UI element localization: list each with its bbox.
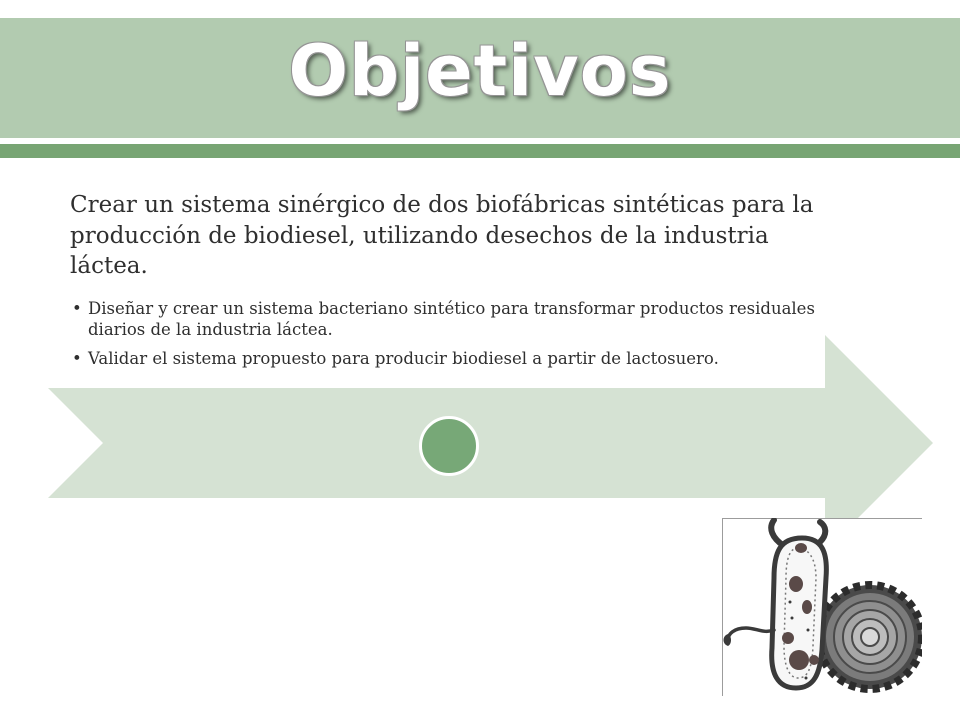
main-objective: Crear un sistema sinérgico de dos biofábricas sintéticas para la producción de biodiesel, utilizando desechos de la industria láctea.: [70, 192, 814, 280]
gear-icon: [818, 585, 922, 689]
specific-objectives-list: [70, 298, 830, 369]
objective-text: Validar el sistema propuesto para producir biodiesel a partir de lactosuero.: [88, 348, 719, 368]
objective-text: Diseñar y crear un sistema bacteriano sintético para transformar productos residuales diarios de la industria láctea.: [88, 298, 815, 340]
timeline-node: [419, 416, 479, 476]
list-item: [70, 298, 830, 341]
slide-title: Objetivos: [288, 30, 672, 112]
bullet-icon: •: [72, 348, 82, 368]
list-item: [70, 348, 830, 369]
bullet-icon: •: [72, 298, 82, 318]
content-area: [70, 190, 830, 376]
bacterium-and-gear-illustration: [722, 518, 922, 696]
